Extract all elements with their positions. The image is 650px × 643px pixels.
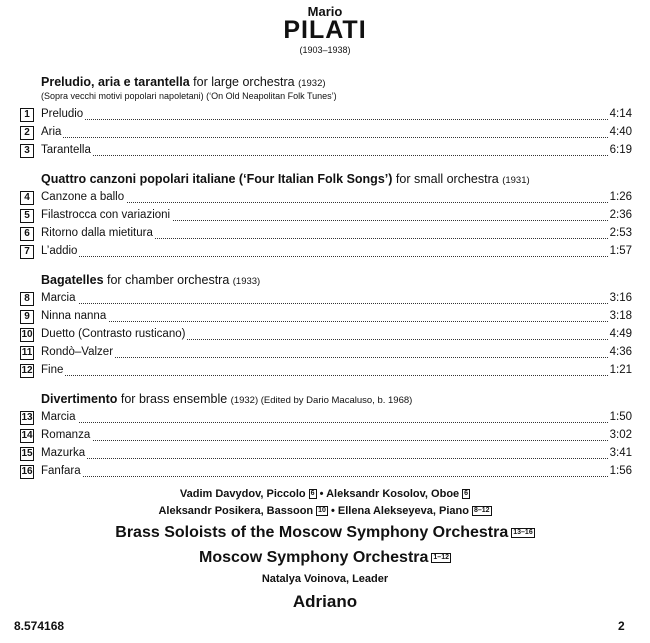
- track-row[interactable]: [20, 327, 632, 343]
- track-name: Ninna nanna: [41, 310, 107, 322]
- track-row[interactable]: [20, 107, 632, 123]
- track-duration: 1:56: [609, 465, 632, 477]
- track-number: 6: [20, 227, 34, 241]
- track-row[interactable]: [20, 464, 632, 480]
- track-duration: 1:57: [609, 245, 632, 257]
- work-subtitle-1: (Sopra vecchi motivi popolari napoletani) (‘On Old Neapolitan Folk Tunes’): [41, 91, 337, 101]
- leader-dots: [41, 422, 632, 423]
- work-year: (1932): [298, 78, 326, 89]
- ensemble-brass: [0, 524, 650, 542]
- track-number: 13: [21, 412, 33, 423]
- leader-dots: [41, 357, 632, 358]
- track-duration: 1:21: [609, 364, 632, 376]
- track-row[interactable]: [20, 208, 632, 224]
- track-row[interactable]: [20, 143, 632, 159]
- ensemble-name: Brass Soloists of the Moscow Symphony Orchestra: [115, 524, 509, 541]
- track-ref: 1–12: [433, 553, 449, 561]
- composer-last-name: PILATI: [283, 16, 367, 44]
- track-name: L’addio: [41, 245, 78, 257]
- track-number: 8: [20, 292, 34, 306]
- track-duration: 4:49: [609, 328, 632, 340]
- work-desc: for brass ensemble: [117, 392, 231, 406]
- track-number: 1: [20, 108, 34, 122]
- track-row[interactable]: [20, 363, 632, 379]
- track-duration: 4:40: [609, 126, 632, 138]
- page-number: 2: [618, 619, 625, 633]
- work-title-1: [41, 75, 326, 89]
- track-name: Marcia: [41, 292, 76, 304]
- track-duration: 3:41: [609, 447, 632, 459]
- track-row[interactable]: [20, 244, 632, 260]
- soloist-credit: Ellena Alekseyeva, Piano: [337, 505, 469, 517]
- work-year: (1932) (Edited by Dario Macaluso, b. 1968): [230, 395, 413, 406]
- leader-dots: [41, 303, 632, 304]
- composer-first-name: Mario: [307, 4, 343, 19]
- track-row[interactable]: [20, 345, 632, 361]
- soloist-credit: Aleksandr Posikera, Bassoon: [158, 505, 314, 517]
- track-duration: 1:50: [609, 411, 632, 423]
- track-duration: 4:36: [609, 346, 632, 358]
- leader-dots: [41, 155, 632, 156]
- track-name: Romanza: [41, 429, 91, 441]
- work-title-3: [41, 273, 260, 287]
- track-name: Mazurka: [41, 447, 86, 459]
- track-ref: 6: [310, 490, 315, 498]
- leader-dots: [41, 458, 632, 459]
- track-row[interactable]: [20, 446, 632, 462]
- track-row[interactable]: [20, 309, 632, 325]
- track-ref: 13–16: [513, 528, 533, 536]
- track-name: Rondò–Valzer: [41, 346, 114, 358]
- track-duration: 6:19: [609, 144, 632, 156]
- leader-dots: [41, 375, 632, 376]
- work-year: (1933): [232, 276, 261, 287]
- ensemble-name: Moscow Symphony Orchestra: [199, 549, 429, 566]
- track-number: 2: [20, 126, 34, 140]
- soloist-credit: Vadim Davydov, Piccolo: [179, 488, 306, 500]
- leader-dots: [41, 119, 632, 120]
- track-number: 11: [21, 347, 33, 358]
- track-name: Tarantella: [41, 144, 91, 156]
- track-row[interactable]: [20, 125, 632, 141]
- work-title-main: Preludio, aria e tarantella: [41, 75, 190, 89]
- track-name: Aria: [41, 126, 62, 138]
- work-desc: for chamber orchestra: [103, 273, 233, 287]
- track-number: 10: [21, 329, 33, 340]
- soloists-line-2: [0, 505, 650, 517]
- leader-dots: [41, 202, 632, 203]
- track-duration: 3:16: [609, 292, 632, 304]
- track-number: 9: [20, 310, 34, 324]
- leader-dots: [41, 137, 632, 138]
- composer-dates: (1903–1938): [299, 45, 351, 55]
- track-number: 7: [20, 245, 34, 259]
- conductor-name: Adriano: [292, 592, 358, 611]
- track-name: Fanfara: [41, 465, 81, 477]
- track-duration: 1:26: [609, 191, 632, 203]
- track-duration: 2:53: [609, 227, 632, 239]
- track-number: 14: [21, 430, 33, 441]
- track-duration: 3:02: [609, 429, 632, 441]
- track-name: Canzone a ballo: [41, 191, 125, 203]
- separator: •: [316, 488, 327, 500]
- track-duration: 4:14: [609, 108, 632, 120]
- track-ref: 10: [318, 507, 326, 515]
- work-year: (1931): [502, 175, 530, 186]
- leader-dots: [41, 476, 632, 477]
- track-number: 4: [20, 191, 34, 205]
- track-number: 12: [21, 365, 33, 376]
- track-row[interactable]: [20, 226, 632, 242]
- track-row[interactable]: [20, 428, 632, 444]
- work-desc: for large orchestra: [189, 75, 299, 89]
- leader-dots: [41, 440, 632, 441]
- track-number: 16: [21, 466, 33, 477]
- track-name: Filastrocca con variazioni: [41, 209, 171, 221]
- track-number: 15: [21, 448, 33, 459]
- track-number: 5: [20, 209, 34, 223]
- soloist-credit: Aleksandr Kosolov, Oboe: [326, 488, 460, 500]
- work-title-4: [41, 392, 412, 406]
- track-name: Preludio: [41, 108, 84, 120]
- separator: •: [327, 505, 338, 517]
- work-title-2: [41, 172, 530, 186]
- track-ref: 8–12: [473, 507, 490, 515]
- track-name: Ritorno dalla mietitura: [41, 227, 153, 239]
- orchestra-leader: Natalya Voinova, Leader: [261, 573, 389, 585]
- track-duration: 2:36: [609, 209, 632, 221]
- work-title-main: Divertimento: [41, 392, 118, 406]
- track-ref: 6: [464, 490, 469, 498]
- track-name: Fine: [41, 364, 64, 376]
- soloists-line-1: [0, 488, 650, 500]
- track-row[interactable]: [20, 190, 632, 206]
- work-desc: for small orchestra: [392, 172, 503, 186]
- work-title-main: Quattro canzoni popolari italiane (‘Four Italian Folk Songs’): [41, 172, 393, 186]
- track-row[interactable]: [20, 410, 632, 426]
- track-number: 3: [20, 144, 34, 158]
- catalog-number: 8.574168: [14, 619, 65, 633]
- leader-dots: [41, 321, 632, 322]
- track-name: Duetto (Contrasto rusticano): [41, 328, 186, 340]
- work-title-main: Bagatelles: [41, 273, 104, 287]
- track-name: Marcia: [41, 411, 76, 423]
- track-row[interactable]: [20, 291, 632, 307]
- ensemble-orchestra: [0, 549, 650, 567]
- track-duration: 3:18: [609, 310, 632, 322]
- leader-dots: [41, 256, 632, 257]
